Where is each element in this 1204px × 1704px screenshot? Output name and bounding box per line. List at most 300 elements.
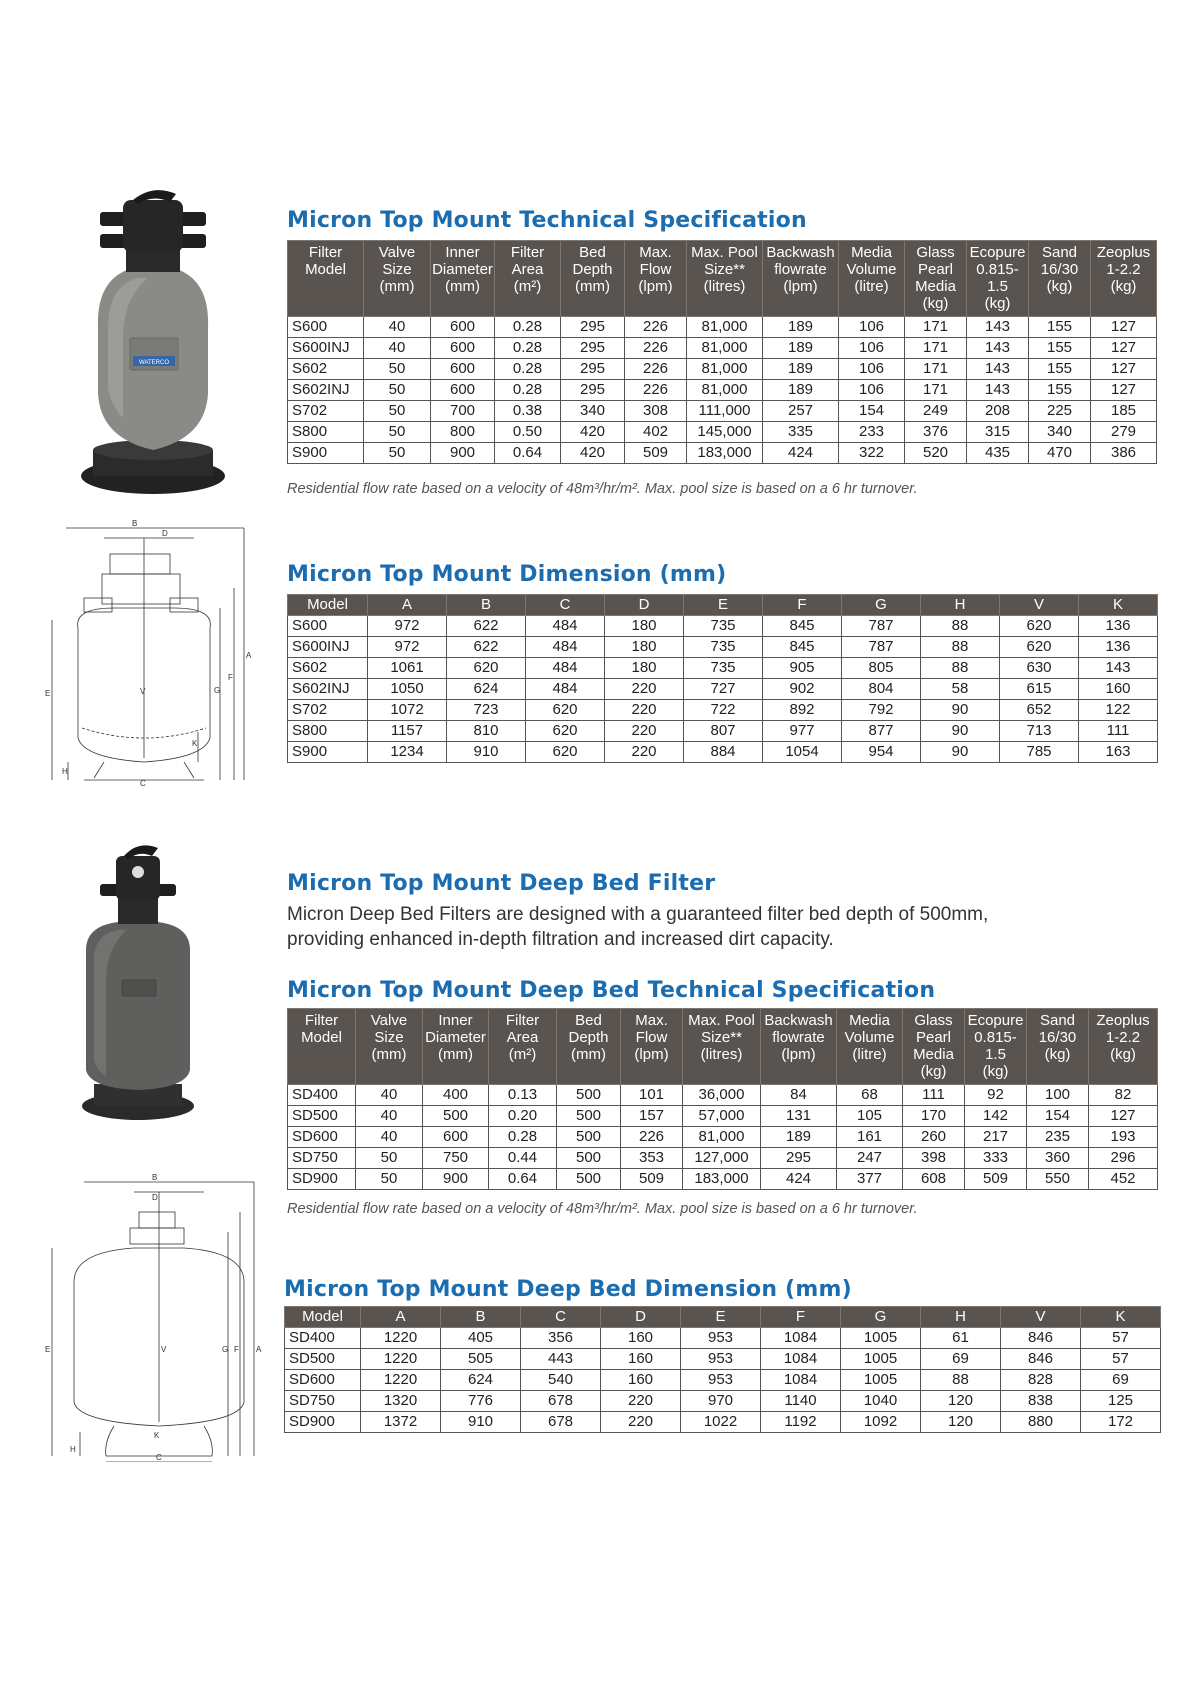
value-cell: 400: [423, 1085, 489, 1106]
value-cell: 40: [356, 1106, 423, 1127]
column-header: K: [1079, 595, 1158, 616]
value-cell: 111: [1079, 721, 1158, 742]
value-cell: 1140: [761, 1391, 841, 1412]
value-cell: 180: [605, 637, 684, 658]
value-cell: 846: [1001, 1328, 1081, 1349]
value-cell: 160: [601, 1370, 681, 1391]
value-cell: 295: [561, 380, 625, 401]
dimension-letter-v: V: [140, 687, 146, 696]
column-header: F: [763, 595, 842, 616]
value-cell: 106: [839, 359, 905, 380]
column-header-line: Depth: [568, 1029, 609, 1046]
value-cell: 723: [447, 700, 526, 721]
value-cell: 143: [967, 338, 1029, 359]
table-row: [288, 742, 1158, 763]
value-cell: 131: [761, 1106, 837, 1127]
column-header-line: Size**: [701, 1029, 742, 1046]
deep-dimension-letter-v: V: [161, 1345, 167, 1354]
value-cell: 226: [625, 317, 687, 338]
value-cell: 127,000: [683, 1148, 761, 1169]
value-cell: 127: [1089, 1106, 1158, 1127]
value-cell: 143: [967, 359, 1029, 380]
value-cell: 88: [921, 616, 1000, 637]
value-cell: 247: [837, 1148, 903, 1169]
value-cell: 620: [526, 721, 605, 742]
column-header: [687, 241, 763, 317]
value-cell: 0.64: [489, 1169, 557, 1190]
value-cell: 505: [441, 1349, 521, 1370]
column-header-line: Volume: [844, 1029, 895, 1046]
column-header-line: Media: [851, 244, 892, 261]
model-cell: SD750: [285, 1391, 361, 1412]
value-cell: 136: [1079, 637, 1158, 658]
column-header: [625, 241, 687, 317]
value-cell: 0.38: [495, 401, 561, 422]
table-row: [288, 1085, 1158, 1106]
column-header-line: Max. Pool: [688, 1012, 755, 1029]
tech-spec-table: [287, 240, 1157, 464]
value-cell: 1220: [361, 1349, 441, 1370]
value-cell: 630: [1000, 658, 1079, 679]
value-cell: 50: [356, 1169, 423, 1190]
value-cell: 500: [557, 1127, 621, 1148]
top-mount-filter-image: [78, 188, 228, 498]
model-cell: SD500: [285, 1349, 361, 1370]
column-header-line: Area: [506, 1029, 539, 1046]
value-cell: 163: [1079, 742, 1158, 763]
column-header: [557, 1009, 621, 1085]
value-cell: 180: [605, 658, 684, 679]
dimension-letter-e: E: [45, 689, 51, 698]
table-row: [288, 317, 1157, 338]
model-cell: SD900: [285, 1412, 361, 1433]
value-cell: 900: [431, 443, 495, 464]
value-cell: 225: [1029, 401, 1091, 422]
value-cell: 100: [1027, 1085, 1089, 1106]
column-header-line: (kg): [1044, 1046, 1071, 1063]
column-header-line: Model: [301, 1029, 342, 1046]
model-cell: SD400: [285, 1328, 361, 1349]
column-header-line: Glass: [916, 244, 955, 261]
deep-bed-dimension-table: [284, 1306, 1161, 1433]
model-cell: SD400: [288, 1085, 356, 1106]
value-cell: 50: [364, 422, 431, 443]
value-cell: 315: [967, 422, 1029, 443]
value-cell: 183,000: [683, 1169, 761, 1190]
column-header: [1027, 1009, 1089, 1085]
value-cell: 620: [526, 700, 605, 721]
value-cell: 1320: [361, 1391, 441, 1412]
value-cell: 972: [368, 616, 447, 637]
column-header-line: Media: [849, 1012, 890, 1029]
column-header-line: Filter: [510, 244, 545, 261]
value-cell: 910: [447, 742, 526, 763]
table-row: [288, 1106, 1158, 1127]
model-cell: S602INJ: [288, 380, 364, 401]
value-cell: 977: [763, 721, 842, 742]
value-cell: 88: [921, 1370, 1001, 1391]
value-cell: 1061: [368, 658, 447, 679]
column-header-line: Inner: [438, 1012, 473, 1029]
value-cell: 678: [521, 1391, 601, 1412]
value-cell: 1022: [681, 1412, 761, 1433]
column-header: [621, 1009, 683, 1085]
column-header-line: flowrate: [774, 261, 827, 278]
column-header: [561, 241, 625, 317]
value-cell: 106: [839, 380, 905, 401]
value-cell: 57: [1081, 1328, 1161, 1349]
value-cell: 171: [905, 359, 967, 380]
table-row: [288, 1148, 1158, 1169]
value-cell: 620: [1000, 616, 1079, 637]
column-header-line: Backwash: [764, 1012, 833, 1029]
value-cell: 622: [447, 616, 526, 637]
value-cell: 92: [965, 1085, 1027, 1106]
value-cell: 36,000: [683, 1085, 761, 1106]
column-header: K: [1081, 1307, 1161, 1328]
value-cell: 127: [1091, 380, 1157, 401]
value-cell: 1084: [761, 1328, 841, 1349]
value-cell: 804: [842, 679, 921, 700]
value-cell: 880: [1001, 1412, 1081, 1433]
deep-dimension-letter-c: C: [156, 1453, 162, 1462]
value-cell: 340: [1029, 422, 1091, 443]
value-cell: 106: [839, 338, 905, 359]
value-cell: 171: [905, 380, 967, 401]
value-cell: 398: [903, 1148, 965, 1169]
filter-brand-label: WATERCO: [139, 360, 169, 366]
value-cell: 189: [763, 338, 839, 359]
column-header: D: [601, 1307, 681, 1328]
column-header: H: [921, 595, 1000, 616]
value-cell: 50: [364, 401, 431, 422]
column-header-line: (kg): [984, 295, 1011, 312]
value-cell: 81,000: [687, 338, 763, 359]
value-cell: 792: [842, 700, 921, 721]
value-cell: 0.28: [495, 380, 561, 401]
column-header-line: (lpm): [781, 1046, 816, 1063]
value-cell: 1192: [761, 1412, 841, 1433]
value-cell: 61: [921, 1328, 1001, 1349]
value-cell: 127: [1091, 317, 1157, 338]
value-cell: 722: [684, 700, 763, 721]
value-cell: 220: [601, 1412, 681, 1433]
column-header-line: (litres): [703, 278, 746, 295]
value-cell: 160: [601, 1328, 681, 1349]
dimension-letter-d: D: [162, 529, 168, 538]
value-cell: 405: [441, 1328, 521, 1349]
column-header-line: (m²): [508, 1046, 537, 1063]
value-cell: 189: [763, 317, 839, 338]
value-cell: 1072: [368, 700, 447, 721]
value-cell: 954: [842, 742, 921, 763]
value-cell: 50: [364, 380, 431, 401]
column-header-line: (kg): [920, 1063, 947, 1080]
value-cell: 776: [441, 1391, 521, 1412]
value-cell: 40: [356, 1085, 423, 1106]
value-cell: 807: [684, 721, 763, 742]
value-cell: 624: [447, 679, 526, 700]
value-cell: 953: [681, 1349, 761, 1370]
value-cell: 189: [761, 1127, 837, 1148]
deep-bed-spec-note: Residential flow rate based on a velocity of 48m³/hr/m². Max. pool size is based on a 6 hr turnover.: [287, 1201, 918, 1217]
value-cell: 69: [1081, 1370, 1161, 1391]
value-cell: 900: [423, 1169, 489, 1190]
column-header-line: Size: [382, 261, 412, 278]
value-cell: 1050: [368, 679, 447, 700]
value-cell: 785: [1000, 742, 1079, 763]
value-cell: 620: [526, 742, 605, 763]
table-row: [288, 616, 1158, 637]
value-cell: 88: [921, 658, 1000, 679]
value-cell: 322: [839, 443, 905, 464]
column-header: [1091, 241, 1157, 317]
value-cell: 787: [842, 637, 921, 658]
value-cell: 295: [561, 317, 625, 338]
value-cell: 155: [1029, 317, 1091, 338]
value-cell: 402: [625, 422, 687, 443]
column-header: [288, 241, 364, 317]
column-header-line: Zeoplus: [1096, 1012, 1150, 1029]
column-header-line: Ecopure: [969, 244, 1026, 261]
value-cell: 170: [903, 1106, 965, 1127]
column-header: [364, 241, 431, 317]
value-cell: 452: [1089, 1169, 1158, 1190]
value-cell: 208: [967, 401, 1029, 422]
column-header-line: (kg): [982, 1063, 1009, 1080]
dimension-letter-k: K: [192, 739, 198, 748]
dimension-header-row: [288, 595, 1158, 616]
table-row: [285, 1412, 1161, 1433]
value-cell: 235: [1027, 1127, 1089, 1148]
column-header: [1029, 241, 1091, 317]
value-cell: 735: [684, 658, 763, 679]
column-header: [431, 241, 495, 317]
value-cell: 58: [921, 679, 1000, 700]
value-cell: 185: [1091, 401, 1157, 422]
value-cell: 183,000: [687, 443, 763, 464]
value-cell: 220: [605, 700, 684, 721]
value-cell: 970: [681, 1391, 761, 1412]
column-header: [839, 241, 905, 317]
value-cell: 600: [431, 317, 495, 338]
tech-spec-title: Micron Top Mount Technical Specification: [287, 208, 807, 233]
value-cell: 905: [763, 658, 842, 679]
column-header-line: (kg): [1046, 278, 1073, 295]
model-cell: SD500: [288, 1106, 356, 1127]
value-cell: 136: [1079, 616, 1158, 637]
table-row: [285, 1349, 1161, 1370]
dimension-letter-c: C: [140, 779, 146, 786]
value-cell: 509: [965, 1169, 1027, 1190]
value-cell: 120: [921, 1412, 1001, 1433]
value-cell: 500: [557, 1169, 621, 1190]
value-cell: 509: [625, 443, 687, 464]
value-cell: 500: [557, 1085, 621, 1106]
column-header: [903, 1009, 965, 1085]
value-cell: 877: [842, 721, 921, 742]
table-row: [285, 1328, 1161, 1349]
value-cell: 1220: [361, 1328, 441, 1349]
column-header: D: [605, 595, 684, 616]
table-row: [288, 380, 1157, 401]
value-cell: 600: [431, 359, 495, 380]
value-cell: 509: [621, 1169, 683, 1190]
value-cell: 84: [761, 1085, 837, 1106]
value-cell: 111,000: [687, 401, 763, 422]
value-cell: 846: [1001, 1349, 1081, 1370]
value-cell: 884: [684, 742, 763, 763]
column-header-line: (litre): [852, 1046, 887, 1063]
value-cell: 424: [763, 443, 839, 464]
value-cell: 484: [526, 679, 605, 700]
value-cell: 1054: [763, 742, 842, 763]
column-header-line: Zeoplus: [1096, 244, 1151, 261]
column-header: [967, 241, 1029, 317]
value-cell: 143: [967, 380, 1029, 401]
table-row: [288, 338, 1157, 359]
value-cell: 81,000: [687, 380, 763, 401]
value-cell: 443: [521, 1349, 601, 1370]
value-cell: 279: [1091, 422, 1157, 443]
value-cell: 600: [423, 1127, 489, 1148]
value-cell: 220: [605, 679, 684, 700]
value-cell: 217: [965, 1127, 1027, 1148]
value-cell: 600: [431, 338, 495, 359]
tech-spec-header-row: [288, 241, 1157, 317]
value-cell: 50: [364, 443, 431, 464]
deep-dimension-letter-d: D: [152, 1193, 158, 1202]
value-cell: 90: [921, 700, 1000, 721]
value-cell: 193: [1089, 1127, 1158, 1148]
column-header: C: [521, 1307, 601, 1328]
column-header-line: 16/30: [1040, 261, 1079, 278]
model-cell: S602: [288, 658, 368, 679]
table-row: [288, 443, 1157, 464]
value-cell: 155: [1029, 359, 1091, 380]
value-cell: 106: [839, 317, 905, 338]
value-cell: 226: [625, 359, 687, 380]
column-header-line: Inner: [445, 244, 480, 261]
value-cell: 160: [1079, 679, 1158, 700]
value-cell: 81,000: [687, 359, 763, 380]
dimension-letter-b: B: [132, 519, 138, 528]
value-cell: 81,000: [683, 1127, 761, 1148]
column-header: Model: [288, 595, 368, 616]
value-cell: 500: [557, 1148, 621, 1169]
column-header: [761, 1009, 837, 1085]
model-cell: S800: [288, 422, 364, 443]
value-cell: 700: [431, 401, 495, 422]
deep-dimension-letter-g: G: [222, 1345, 229, 1354]
value-cell: 226: [625, 338, 687, 359]
value-cell: 308: [625, 401, 687, 422]
value-cell: 57,000: [683, 1106, 761, 1127]
value-cell: 1234: [368, 742, 447, 763]
column-header-line: 0.815-1.5: [974, 1029, 1017, 1063]
column-header-line: (lpm): [634, 1046, 669, 1063]
value-cell: 828: [1001, 1370, 1081, 1391]
deep-bed-filter-image: [78, 840, 198, 1120]
value-cell: 0.28: [495, 317, 561, 338]
value-cell: 713: [1000, 721, 1079, 742]
value-cell: 0.50: [495, 422, 561, 443]
value-cell: 40: [364, 317, 431, 338]
column-header-line: Pearl: [917, 261, 954, 278]
column-header: [356, 1009, 423, 1085]
value-cell: 189: [763, 359, 839, 380]
value-cell: 484: [526, 637, 605, 658]
column-header-line: Media: [913, 1046, 954, 1063]
column-header: [763, 241, 839, 317]
column-header-line: (kg): [922, 295, 949, 312]
column-header: [489, 1009, 557, 1085]
value-cell: 90: [921, 742, 1000, 763]
table-row: [288, 637, 1158, 658]
table-row: [288, 359, 1157, 380]
column-header: [837, 1009, 903, 1085]
deep-bed-spec-title: Micron Top Mount Deep Bed Technical Specification: [287, 978, 936, 1003]
value-cell: 1220: [361, 1370, 441, 1391]
column-header-line: Valve: [378, 244, 416, 261]
value-cell: 622: [447, 637, 526, 658]
column-header-line: (litres): [700, 1046, 743, 1063]
value-cell: 953: [681, 1370, 761, 1391]
value-cell: 180: [605, 616, 684, 637]
column-header-line: 16/30: [1038, 1029, 1077, 1046]
column-header-line: (mm): [571, 1046, 606, 1063]
column-header-line: Depth: [572, 261, 613, 278]
value-cell: 0.28: [495, 359, 561, 380]
value-cell: 220: [605, 721, 684, 742]
deep-dimension-letter-b: B: [152, 1173, 158, 1182]
value-cell: 154: [1027, 1106, 1089, 1127]
value-cell: 805: [842, 658, 921, 679]
column-header-line: Max. Pool: [691, 244, 758, 261]
value-cell: 0.20: [489, 1106, 557, 1127]
model-cell: S900: [288, 742, 368, 763]
value-cell: 249: [905, 401, 967, 422]
value-cell: 376: [905, 422, 967, 443]
column-header-line: (mm): [438, 1046, 473, 1063]
column-header-line: (lpm): [638, 278, 673, 295]
column-header: G: [841, 1307, 921, 1328]
tech-spec-note: Residential flow rate based on a velocity of 48m³/hr/m². Max. pool size is based on a 6 hr turnover.: [287, 481, 918, 497]
value-cell: 420: [561, 443, 625, 464]
value-cell: 678: [521, 1412, 601, 1433]
value-cell: 845: [763, 637, 842, 658]
value-cell: 171: [905, 317, 967, 338]
column-header-line: Filter: [304, 1012, 339, 1029]
value-cell: 157: [621, 1106, 683, 1127]
table-row: [288, 401, 1157, 422]
value-cell: 1084: [761, 1370, 841, 1391]
column-header-line: Model: [305, 261, 346, 278]
column-header: [683, 1009, 761, 1085]
value-cell: 260: [903, 1127, 965, 1148]
deep-bed-description: Micron Deep Bed Filters are designed with a guaranteed filter bed depth of 500mm, providing enhanced in-depth filtration and increased dirt capacity.: [287, 904, 989, 950]
value-cell: 50: [356, 1148, 423, 1169]
value-cell: 0.44: [489, 1148, 557, 1169]
value-cell: 620: [447, 658, 526, 679]
value-cell: 127: [1091, 338, 1157, 359]
value-cell: 57: [1081, 1349, 1161, 1370]
column-header: E: [681, 1307, 761, 1328]
value-cell: 377: [837, 1169, 903, 1190]
value-cell: 111: [903, 1085, 965, 1106]
value-cell: 90: [921, 721, 1000, 742]
value-cell: 155: [1029, 338, 1091, 359]
